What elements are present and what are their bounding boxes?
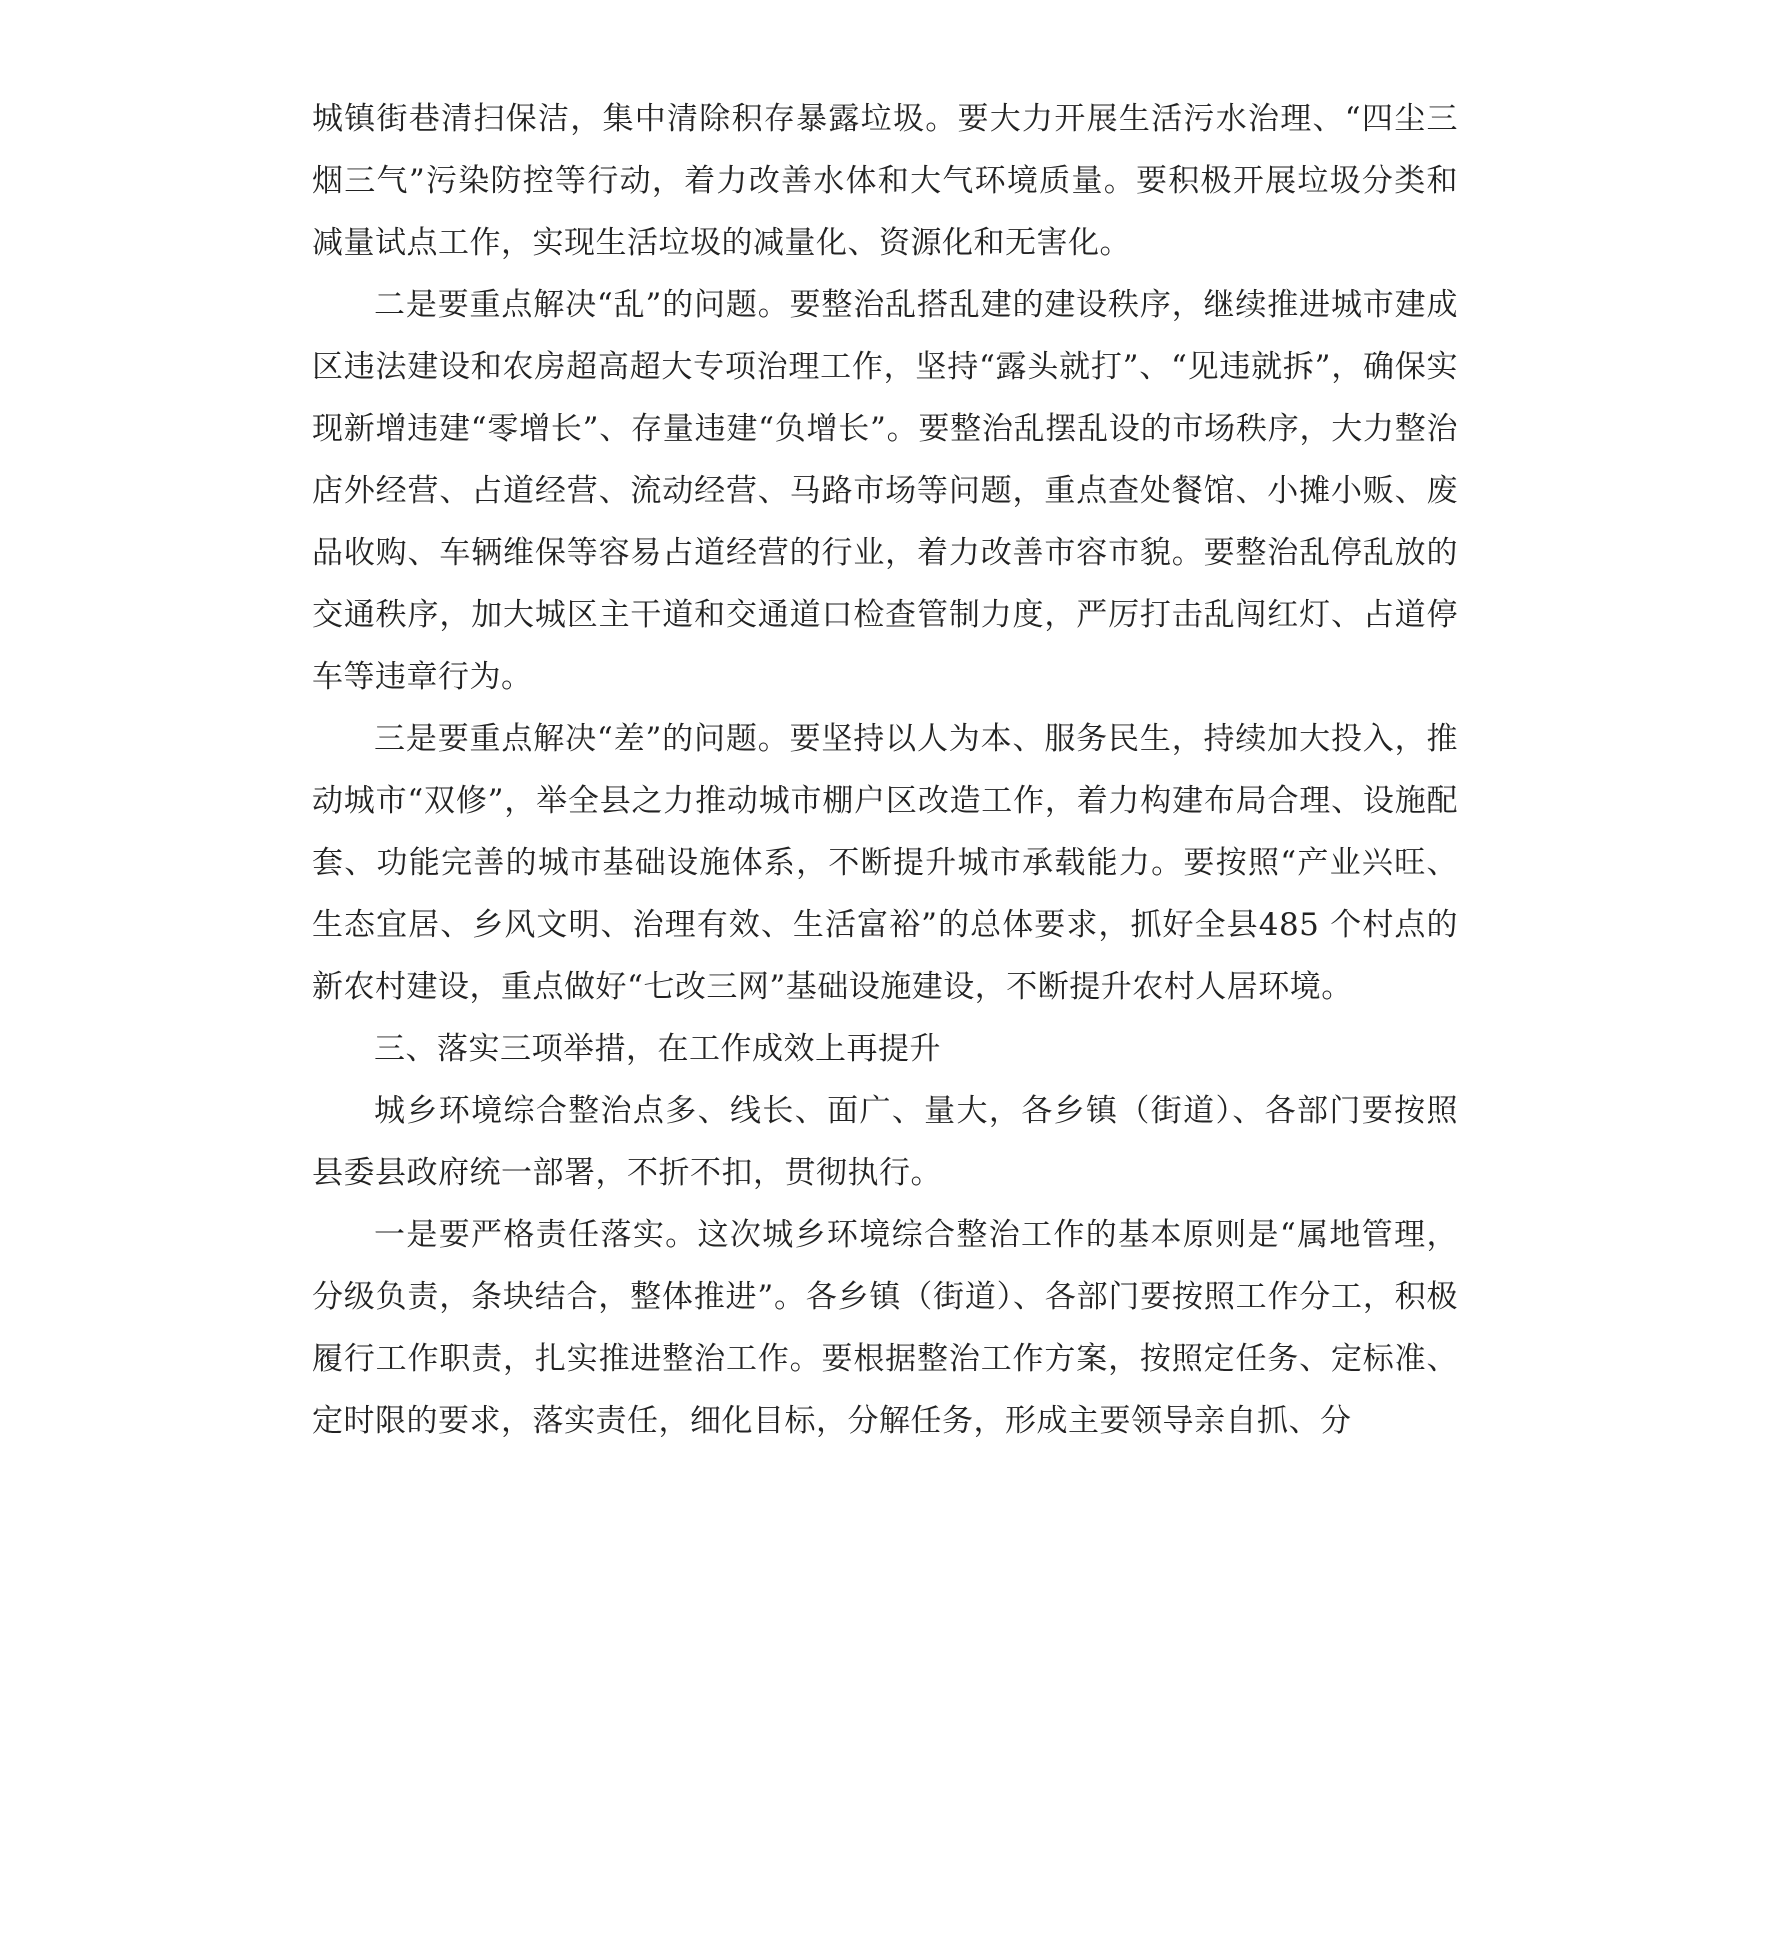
paragraph-5: 城乡环境综合整治点多、线长、面广、量大，各乡镇（街道）、各部门要按照县委县政府统一部署，不折不扣，贯彻执行。 [312,1093,1458,1191]
paragraph-2: 二是要重点解决“乱”的问题。要整治乱搭乱建的建设秩序，继续推进城市建成区违法建设和农房超高超大专项治理工作，坚持“露头就打”、“见违就拆”，确保实现新增违建“零增长”、存量违建“负增长”。要整治乱摆乱设的市场秩序，大力整治店外经营、占道经营、流动经营、马路市场等问题，重点查处餐馆、小摊小贩、废品收购、车辆维保等容易占道经营的行业，着力改善市容市貌。要整治乱停乱放的交通秩序，加大城区主干道和交通道口检查管制力度，严厉打击乱闯红灯、占道停车等违章行为。 [312,287,1458,695]
paragraph-3: 三是要重点解决“差”的问题。要坚持以人为本、服务民生，持续加大投入，推动城市“双修”，举全县之力推动城市棚户区改造工作，着力构建布局合理、设施配套、功能完善的城市基础设施体系，不断提升城市承载能力。要按照“产业兴旺、生态宜居、乡风文明、治理有效、生活富裕”的总体要求，抓好全县485 个村点的新农村建设，重点做好“七改三网”基础设施建设，不断提升农村人居环境。 [312,721,1458,1005]
paragraph-6: 一是要严格责任落实。这次城乡环境综合整治工作的基本原则是“属地管理，分级负责，条块结合，整体推进”。各乡镇（街道）、各部门要按照工作分工，积极履行工作职责，扎实推进整治工作。要根据整治工作方案，按照定任务、定标准、定时限的要求，落实责任，细化目标，分解任务，形成主要领导亲自抓、分 [312,1217,1458,1439]
section-heading: 三、落实三项举措，在工作成效上再提升 [374,1031,941,1067]
paragraph-1: 城镇街巷清扫保洁，集中清除积存暴露垃圾。要大力开展生活污水治理、“四尘三烟三气”污染防控等行动，着力改善水体和大气环境质量。要积极开展垃圾分类和减量试点工作，实现生活垃圾的减量化、资源化和无害化。 [312,101,1458,261]
document-body [312,88,1458,1452]
